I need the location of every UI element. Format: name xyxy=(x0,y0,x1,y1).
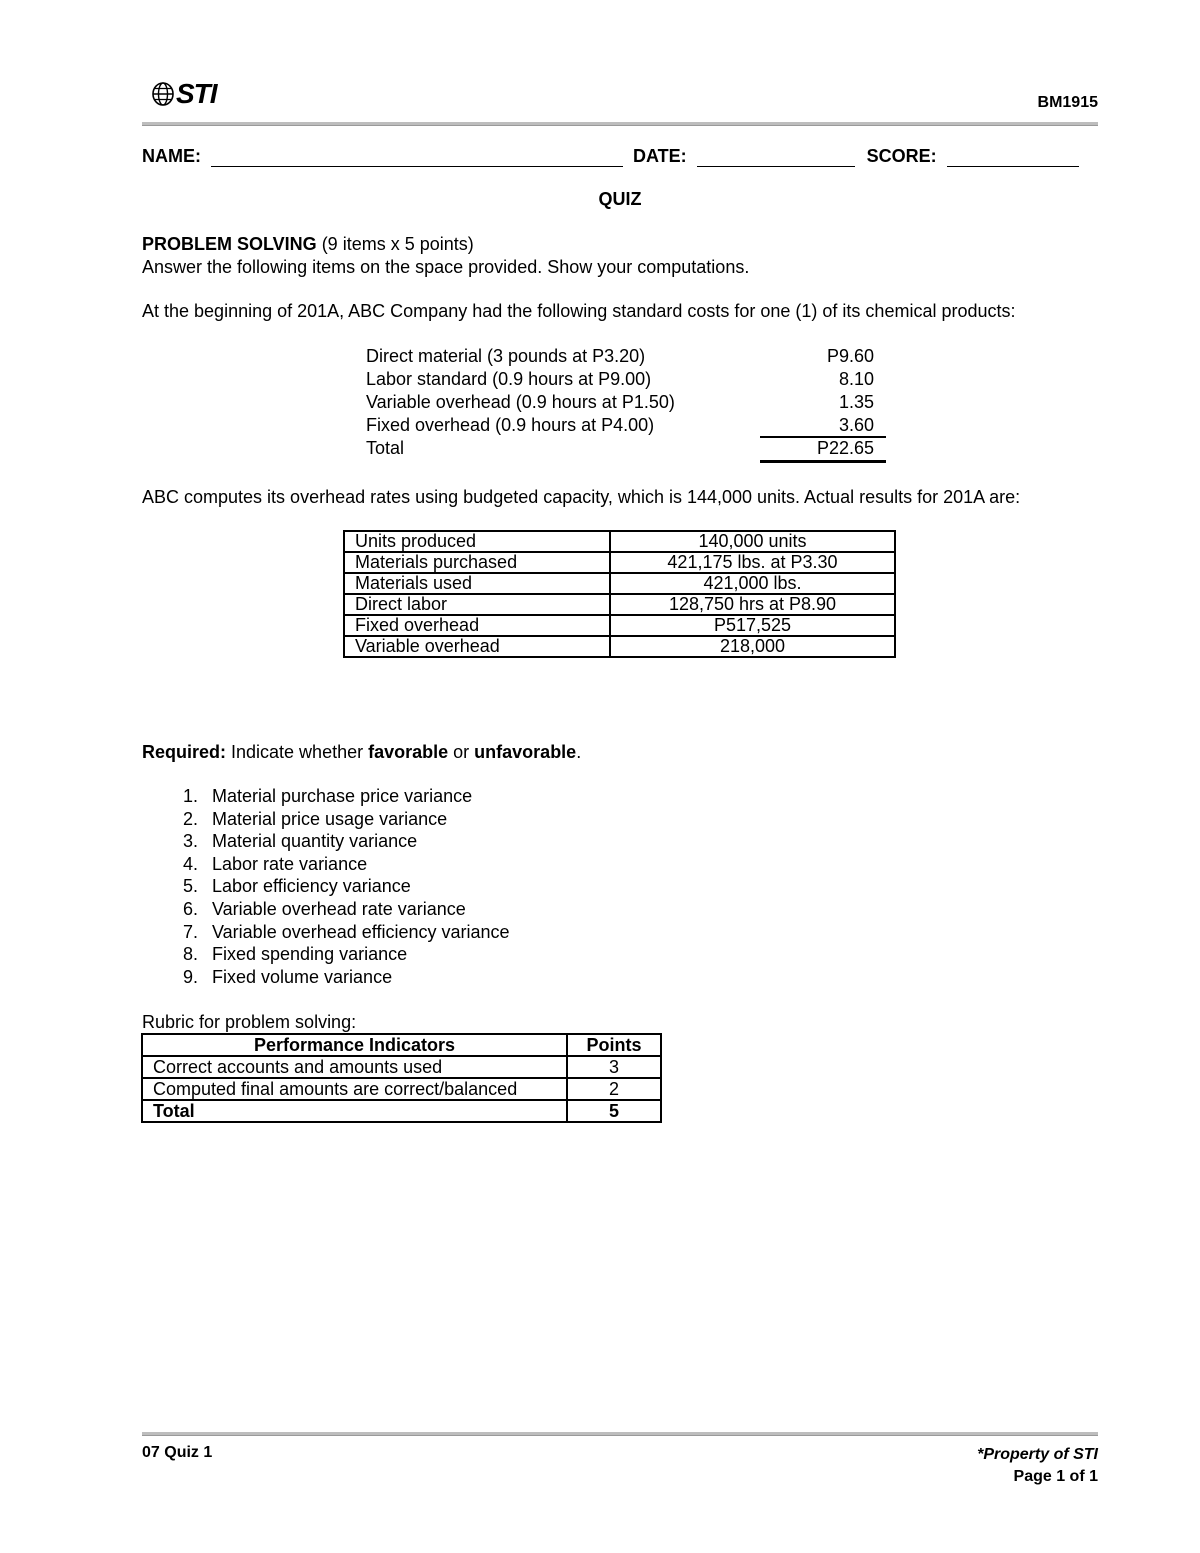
problem-intro: At the beginning of 201A, ABC Company had the following standard costs for one (1) of its chemical products: xyxy=(142,301,1016,321)
cost-value: 3.60 xyxy=(838,415,874,435)
page-title: QUIZ xyxy=(598,189,642,209)
actual-results-intro: ABC computes its overhead rates using budgeted capacity, which is 144,000 units. Actual results for 201A are: xyxy=(142,487,1021,507)
table-cell-item: Direct labor xyxy=(344,594,610,615)
table-cell-value: 128,750 hrs at P8.90 xyxy=(610,594,895,615)
table-cell-indicator: Correct accounts and amounts used xyxy=(142,1056,567,1078)
list-number: 4. xyxy=(182,853,198,874)
list-text: Variable overhead rate variance xyxy=(212,898,466,919)
instructions: Answer the following items on the space provided. Show your computations. xyxy=(142,257,750,277)
date-label: DATE: xyxy=(633,146,687,166)
list-number: 5. xyxy=(182,876,198,897)
cost-total-value: P22.65 xyxy=(816,438,874,458)
cost-value: 1.35 xyxy=(838,392,874,412)
list-text: Material quantity variance xyxy=(212,831,418,852)
list-text: Fixed spending variance xyxy=(212,944,408,965)
table-row xyxy=(344,552,895,573)
score-label: SCORE: xyxy=(866,146,937,166)
table-header-row xyxy=(142,1034,661,1056)
section-heading xyxy=(142,234,474,255)
list-text: Variable overhead efficiency variance xyxy=(212,921,510,942)
globe-icon xyxy=(152,81,174,107)
table-total-label: Total xyxy=(142,1100,567,1122)
table-total-row xyxy=(142,1100,661,1122)
footer-page-number: Page 1 of 1 xyxy=(1013,1468,1098,1485)
table-row xyxy=(344,615,895,636)
cost-row xyxy=(366,392,886,415)
table-cell-points: 2 xyxy=(567,1078,661,1100)
table-header: Points xyxy=(567,1034,661,1056)
list-text: Fixed volume variance xyxy=(212,966,393,987)
footer-right xyxy=(977,1444,1098,1488)
rubric-title: Rubric for problem solving: xyxy=(142,1012,357,1032)
footer-doc-title: 07 Quiz 1 xyxy=(142,1444,213,1461)
cost-label: Direct material (3 pounds at P3.20) xyxy=(366,346,646,366)
list-number: 9. xyxy=(182,966,198,987)
table-cell-value: 218,000 xyxy=(610,636,895,657)
rubric-table xyxy=(141,1033,662,1123)
logo-text: STI xyxy=(176,78,217,109)
total-rule xyxy=(760,460,886,463)
table-cell-indicator: Computed final amounts are correct/balanced xyxy=(142,1078,567,1100)
list-text: Material price usage variance xyxy=(212,808,448,829)
footer-divider xyxy=(142,1432,1098,1436)
actual-results-table xyxy=(343,530,896,658)
cost-label: Variable overhead (0.9 hours at P1.50) xyxy=(366,392,675,412)
list-text: Labor rate variance xyxy=(212,853,368,874)
table-cell-value: P517,525 xyxy=(610,615,895,636)
table-cell-item: Materials used xyxy=(344,573,610,594)
list-text: Material purchase price variance xyxy=(212,786,473,806)
list-number: 2. xyxy=(182,808,198,829)
table-cell-value: 421,175 lbs. at P3.30 xyxy=(610,552,895,573)
cost-label: Fixed overhead (0.9 hours at P4.00) xyxy=(366,415,655,435)
cost-total-label: Total xyxy=(366,438,405,458)
cost-value: P9.60 xyxy=(826,346,874,366)
cost-row xyxy=(366,415,886,438)
cost-label: Labor standard (0.9 hours at P9.00) xyxy=(366,369,652,389)
header-divider xyxy=(142,122,1098,126)
sti-logo xyxy=(152,78,217,110)
score-field[interactable] xyxy=(947,148,1079,167)
list-text: Labor efficiency variance xyxy=(212,876,411,897)
required-text: Indicate whether xyxy=(226,742,369,762)
table-header: Performance Indicators xyxy=(142,1034,567,1056)
table-row xyxy=(344,531,895,552)
required-text: or xyxy=(448,742,475,762)
table-row xyxy=(344,636,895,657)
table-row xyxy=(142,1056,661,1078)
student-info-row xyxy=(142,141,1098,167)
table-cell-value: 421,000 lbs. xyxy=(610,573,895,594)
table-cell-item: Materials purchased xyxy=(344,552,610,573)
table-cell-item: Fixed overhead xyxy=(344,615,610,636)
required-label: Required: xyxy=(142,742,227,762)
cost-row xyxy=(366,346,886,369)
section-heading-note: (9 items x 5 points) xyxy=(316,234,474,254)
section-heading-title: PROBLEM SOLVING xyxy=(142,234,317,254)
unfavorable-text: unfavorable xyxy=(474,742,577,762)
list-number: 8. xyxy=(182,944,198,965)
date-field[interactable] xyxy=(697,148,855,167)
name-label: NAME: xyxy=(142,146,201,166)
list-number: 7. xyxy=(182,921,198,942)
table-cell-item: Units produced xyxy=(344,531,610,552)
table-cell-item: Variable overhead xyxy=(344,636,610,657)
favorable-text: favorable xyxy=(368,742,449,762)
footer-property: *Property of STI xyxy=(977,1446,1098,1463)
required-text: . xyxy=(576,742,582,762)
cost-value: 8.10 xyxy=(838,369,874,389)
table-cell-points: 3 xyxy=(567,1056,661,1078)
table-row xyxy=(344,573,895,594)
name-field[interactable] xyxy=(211,148,623,167)
document-code: BM1915 xyxy=(1037,94,1098,111)
list-number: 3. xyxy=(182,831,198,852)
list-number: 6. xyxy=(182,898,198,919)
list-number: 1. xyxy=(182,786,198,806)
cost-row xyxy=(366,369,886,392)
cost-total-row xyxy=(366,438,886,461)
table-cell-value: 140,000 units xyxy=(610,531,895,552)
table-row xyxy=(344,594,895,615)
required-instruction xyxy=(142,742,581,763)
table-row xyxy=(142,1078,661,1100)
table-total-points: 5 xyxy=(567,1100,661,1122)
